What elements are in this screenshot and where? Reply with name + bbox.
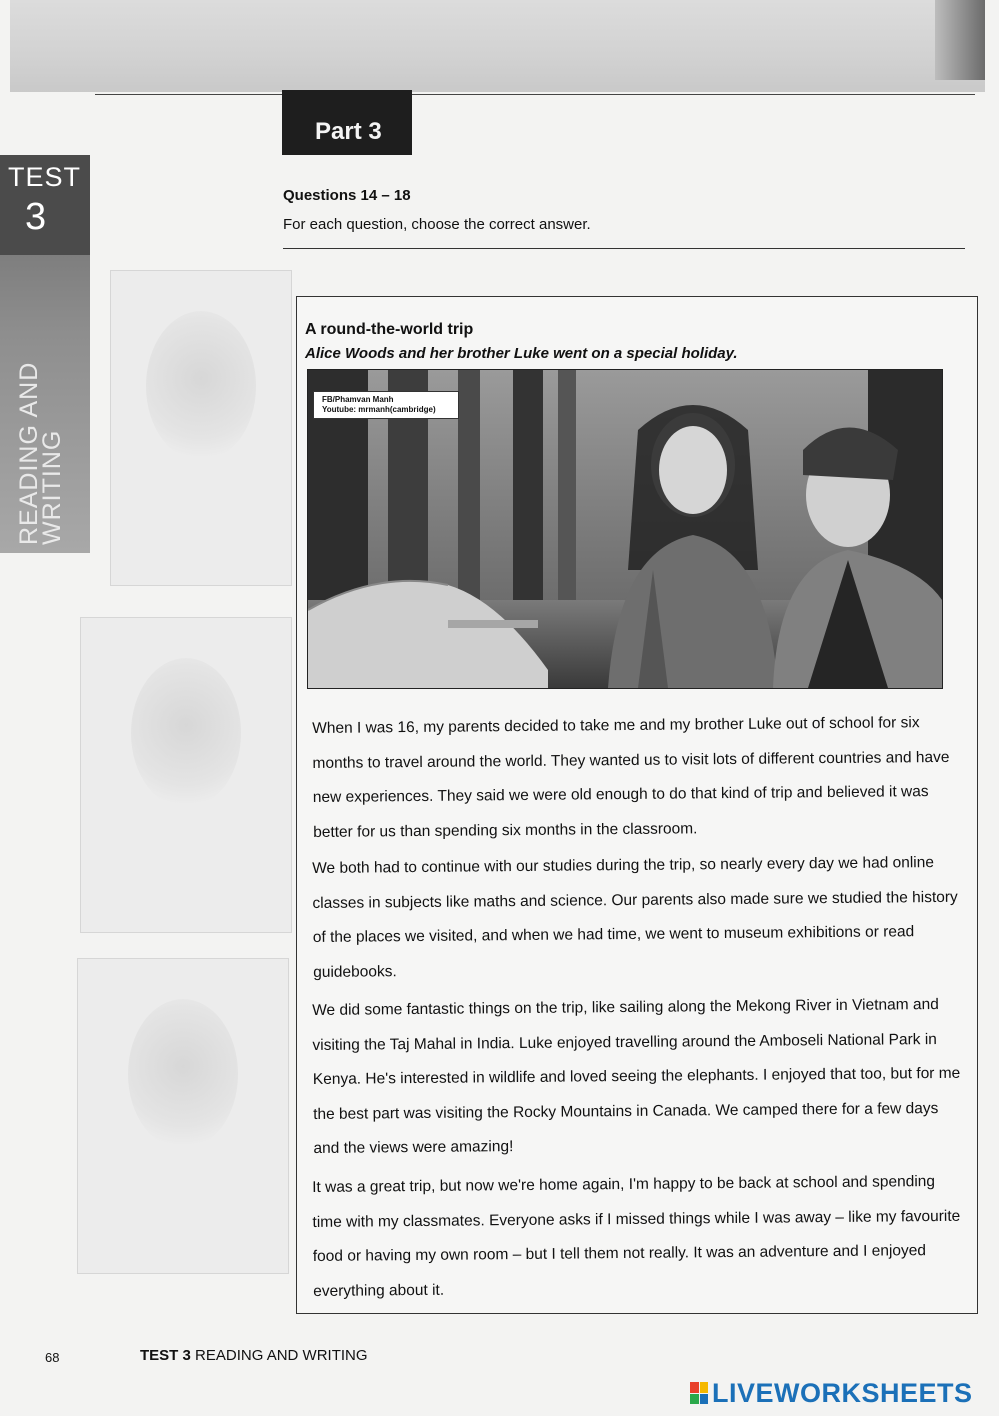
footer-section bbox=[140, 1347, 368, 1364]
liveworksheets-logo-icon bbox=[690, 1382, 708, 1404]
header-rule bbox=[95, 94, 975, 95]
ghost-portrait-3 bbox=[77, 958, 289, 1274]
questions-instruction: For each question, choose the correct answer. bbox=[283, 216, 591, 233]
photo-credit bbox=[313, 391, 459, 419]
questions-rule bbox=[283, 248, 965, 249]
liveworksheets-brand[interactable] bbox=[690, 1378, 973, 1408]
ghost-portrait-2 bbox=[80, 617, 292, 933]
photo-credit-line1: FB/Phamvan Manh bbox=[322, 395, 394, 404]
paragraph-text: When I was 16, my parents decided to take me and my brother Luke out of school for six months to travel around the world. They wanted us to visit lots of different countries and have new experiences. They said we were old enough to do that kind of trip and believed it was better for us than spending six months in the classroom. bbox=[312, 714, 950, 841]
ghost-face-icon bbox=[131, 658, 241, 808]
photo-credit-line2: Youtube: mrmanh(cambridge) bbox=[322, 405, 436, 414]
part-label: Part 3 bbox=[315, 118, 382, 145]
ghost-portrait-1 bbox=[110, 270, 292, 586]
paragraph-text: It was a great trip, but now we're home again, I'm happy to be back at school and spending time with my classmates. Everyone asks if I missed things while I was away – like my favourite food or having my own room – but I tell them not really. It was an adventure and I enjoyed everything about it. bbox=[312, 1173, 961, 1300]
brand-text: LIVEWORKSHEETS bbox=[712, 1377, 973, 1408]
questions-title: Questions 14 – 18 bbox=[283, 187, 411, 204]
article-paragraph-1 bbox=[312, 706, 968, 850]
ghost-face-icon bbox=[146, 311, 256, 461]
article-title: A round-the-world trip bbox=[305, 321, 474, 338]
ghost-face-icon bbox=[128, 999, 238, 1149]
scan-corner-shadow bbox=[935, 0, 985, 80]
article-paragraph-3 bbox=[312, 988, 969, 1167]
part-tab bbox=[282, 90, 412, 155]
footer-test-rest: READING AND WRITING bbox=[190, 1347, 368, 1364]
paragraph-text: We both had to continue with our studies during the trip, so nearly every day we had online classes in subjects like maths and science. Our parents also made sure we studied the history of the places we visited, and when we had time, we went to museum exhibitions or read guidebooks. bbox=[312, 854, 958, 981]
side-test-number: 3 bbox=[25, 196, 47, 238]
side-section-label: READING AND WRITING bbox=[15, 361, 66, 545]
side-test-label: TEST bbox=[8, 162, 82, 192]
footer-test-bold: TEST 3 bbox=[140, 1347, 191, 1364]
scan-top-shadow bbox=[10, 0, 985, 92]
article-paragraph-4 bbox=[312, 1165, 968, 1309]
article-subtitle: Alice Woods and her brother Luke went on a special holiday. bbox=[305, 345, 738, 362]
article-paragraph-2 bbox=[312, 846, 968, 990]
paragraph-text: We did some fantastic things on the trip, like sailing along the Mekong River in Vietnam and visiting the Taj Mahal in India. Luke enjoyed travelling around the Amboseli National Park in Kenya. He's interested in wildlife and loved seeing the elephants. I enjoyed that too, but for me the best part was visiting the Rocky Mountains in Canada. We camped there for a few days and the views were amazing! bbox=[312, 995, 961, 1157]
page-number: 68 bbox=[45, 1350, 60, 1365]
